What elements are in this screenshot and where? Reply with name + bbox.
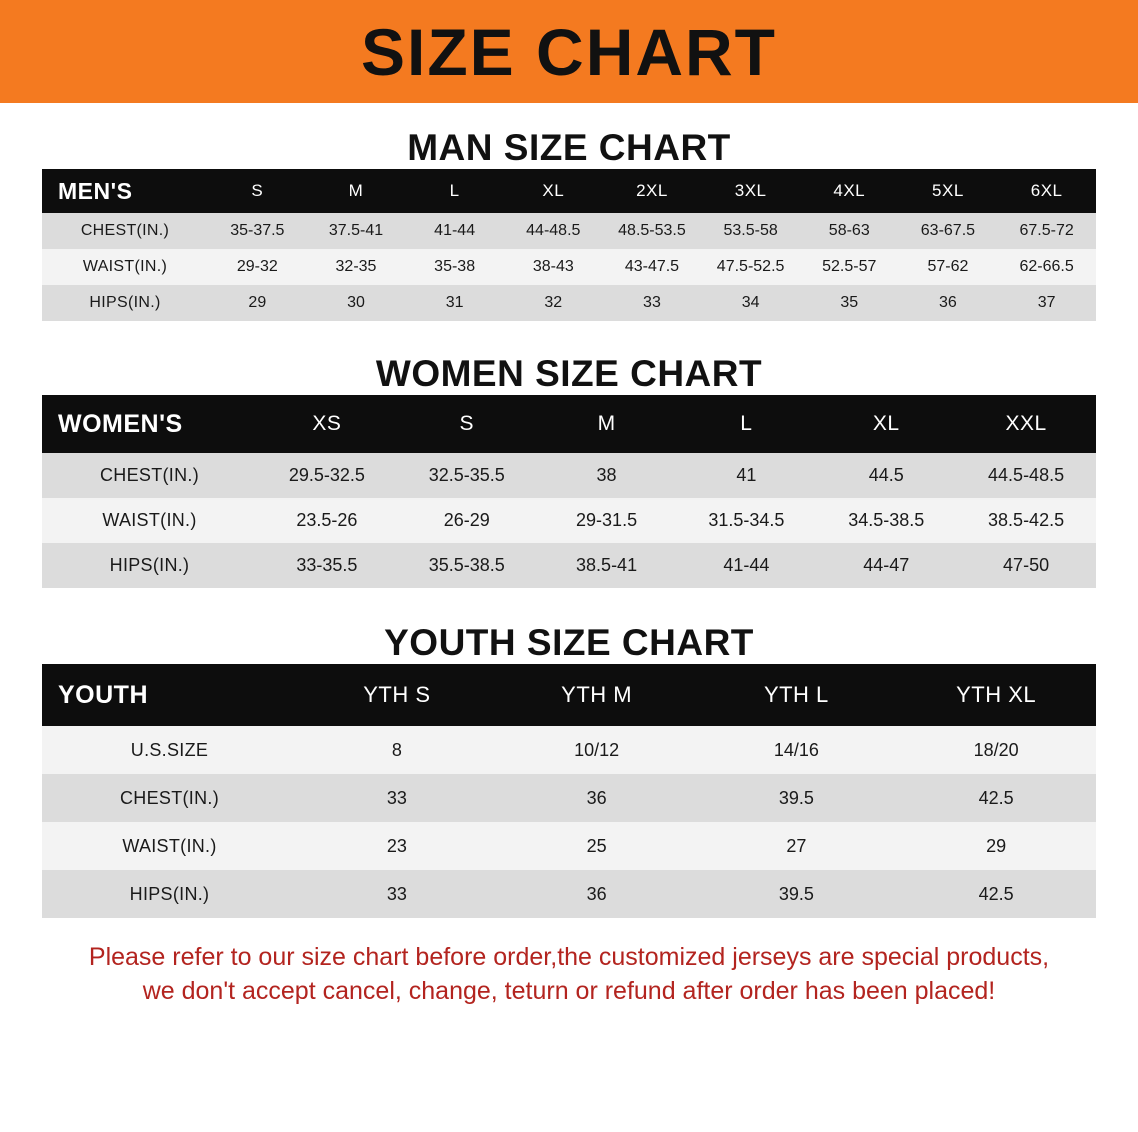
women-chest-xs: 29.5-32.5 <box>257 453 397 498</box>
men-col-1: S <box>251 181 264 200</box>
men-waist-6xl: 62-66.5 <box>997 249 1096 285</box>
youth-chest-m: 36 <box>497 774 697 822</box>
women-hips-m: 38.5-41 <box>537 543 677 588</box>
youth-row-label-waist: WAIST(IN.) <box>42 822 297 870</box>
men-col-7: 4XL <box>833 181 866 200</box>
women-hips-xl: 44-47 <box>816 543 956 588</box>
women-col-5: XL <box>872 412 900 435</box>
table-header-row <box>42 169 1096 213</box>
men-col-6: 3XL <box>734 181 767 200</box>
youth-size-table <box>42 664 1096 918</box>
men-waist-3xl: 47.5-52.5 <box>701 249 800 285</box>
youth-table-header <box>42 664 1096 726</box>
youth-hips-l: 39.5 <box>697 870 897 918</box>
youth-waist-l: 27 <box>697 822 897 870</box>
men-row-label-chest: CHEST(IN.) <box>42 213 208 249</box>
women-col-1: XS <box>312 412 342 435</box>
youth-row-label-hips: HIPS(IN.) <box>42 870 297 918</box>
table-row <box>42 498 1096 543</box>
women-hips-s: 35.5-38.5 <box>397 543 537 588</box>
men-col-4: XL <box>542 181 565 200</box>
men-col-3: L <box>449 181 460 200</box>
men-row-label-waist: WAIST(IN.) <box>42 249 208 285</box>
women-chest-l: 41 <box>676 453 816 498</box>
disclaimer-note <box>0 940 1138 1008</box>
men-col-2: M <box>348 181 364 200</box>
men-chest-4xl: 58-63 <box>800 213 899 249</box>
women-col-3: M <box>597 412 616 435</box>
youth-waist-s: 23 <box>297 822 497 870</box>
men-chest-2xl: 48.5-53.5 <box>603 213 702 249</box>
women-chest-m: 38 <box>537 453 677 498</box>
table-row <box>42 249 1096 285</box>
men-chest-m: 37.5-41 <box>307 213 406 249</box>
women-waist-m: 29-31.5 <box>537 498 677 543</box>
women-waist-s: 26-29 <box>397 498 537 543</box>
women-waist-xl: 34.5-38.5 <box>816 498 956 543</box>
men-waist-m: 32-35 <box>307 249 406 285</box>
youth-waist-m: 25 <box>497 822 697 870</box>
men-col-9: 6XL <box>1030 181 1063 200</box>
men-hips-m: 30 <box>307 285 406 321</box>
youth-table-wrap <box>0 664 1138 918</box>
men-hips-l: 31 <box>405 285 504 321</box>
women-chest-xxl: 44.5-48.5 <box>956 453 1096 498</box>
women-row-label-waist: WAIST(IN.) <box>42 498 257 543</box>
youth-ussize-m: 10/12 <box>497 726 697 774</box>
women-col-6: XXL <box>1005 412 1047 435</box>
men-hips-3xl: 34 <box>701 285 800 321</box>
women-section-title: WOMEN SIZE CHART <box>375 353 763 394</box>
youth-hips-s: 33 <box>297 870 497 918</box>
youth-col-2: YTH M <box>561 682 633 707</box>
men-chest-5xl: 63-67.5 <box>899 213 998 249</box>
table-row <box>42 870 1096 918</box>
men-size-table <box>42 169 1096 321</box>
youth-col-4: YTH XL <box>956 682 1037 707</box>
men-hips-2xl: 33 <box>603 285 702 321</box>
men-waist-4xl: 52.5-57 <box>800 249 899 285</box>
women-chest-xl: 44.5 <box>816 453 956 498</box>
women-hips-l: 41-44 <box>676 543 816 588</box>
women-waist-l: 31.5-34.5 <box>676 498 816 543</box>
disclaimer-line-2: we don't accept cancel, change, teturn or refund after order has been placed! <box>142 977 996 1005</box>
men-chest-xl: 44-48.5 <box>504 213 603 249</box>
women-col-2: S <box>459 412 474 435</box>
men-hips-s: 29 <box>208 285 307 321</box>
women-corner-label: WOMEN'S <box>58 409 183 438</box>
youth-chest-xl: 42.5 <box>896 774 1096 822</box>
men-chest-s: 35-37.5 <box>208 213 307 249</box>
women-waist-xxl: 38.5-42.5 <box>956 498 1096 543</box>
youth-col-1: YTH S <box>363 682 431 707</box>
men-col-5: 2XL <box>636 181 668 200</box>
women-waist-xs: 23.5-26 <box>257 498 397 543</box>
youth-hips-xl: 42.5 <box>896 870 1096 918</box>
table-row <box>42 453 1096 498</box>
women-hips-xs: 33-35.5 <box>257 543 397 588</box>
youth-chest-s: 33 <box>297 774 497 822</box>
table-row <box>42 774 1096 822</box>
youth-corner-label: YOUTH <box>58 680 148 709</box>
men-row-label-hips: HIPS(IN.) <box>42 285 208 321</box>
page-title: SIZE CHART <box>361 14 777 89</box>
women-row-label-chest: CHEST(IN.) <box>42 453 257 498</box>
youth-ussize-l: 14/16 <box>697 726 897 774</box>
men-table-header <box>42 169 1096 213</box>
men-hips-5xl: 36 <box>899 285 998 321</box>
table-row <box>42 285 1096 321</box>
table-header-row <box>42 395 1096 453</box>
men-chest-l: 41-44 <box>405 213 504 249</box>
men-corner-label: MEN'S <box>58 177 133 204</box>
men-chest-3xl: 53.5-58 <box>701 213 800 249</box>
youth-row-label-ussize: U.S.SIZE <box>42 726 297 774</box>
table-row <box>42 822 1096 870</box>
men-waist-xl: 38-43 <box>504 249 603 285</box>
men-waist-l: 35-38 <box>405 249 504 285</box>
women-table-header <box>42 395 1096 453</box>
table-header-row <box>42 664 1096 726</box>
disclaimer-line-1: Please refer to our size chart before order,the customized jerseys are special products, <box>88 943 1050 971</box>
youth-section-title: YOUTH SIZE CHART <box>384 622 754 663</box>
man-table-wrap <box>0 169 1138 321</box>
youth-table-body <box>42 726 1096 918</box>
banner <box>0 0 1138 103</box>
men-table-body <box>42 213 1096 321</box>
youth-hips-m: 36 <box>497 870 697 918</box>
women-chest-s: 32.5-35.5 <box>397 453 537 498</box>
women-row-label-hips: HIPS(IN.) <box>42 543 257 588</box>
men-waist-s: 29-32 <box>208 249 307 285</box>
men-hips-6xl: 37 <box>997 285 1096 321</box>
man-section-title: MAN SIZE CHART <box>407 127 731 168</box>
table-row <box>42 213 1096 249</box>
table-row <box>42 543 1096 588</box>
men-hips-4xl: 35 <box>800 285 899 321</box>
women-table-wrap <box>0 395 1138 588</box>
men-waist-5xl: 57-62 <box>899 249 998 285</box>
women-table-body <box>42 453 1096 588</box>
youth-col-3: YTH L <box>763 682 829 707</box>
men-hips-xl: 32 <box>504 285 603 321</box>
youth-chest-l: 39.5 <box>697 774 897 822</box>
youth-ussize-s: 8 <box>297 726 497 774</box>
women-hips-xxl: 47-50 <box>956 543 1096 588</box>
women-col-4: L <box>740 412 753 435</box>
men-chest-6xl: 67.5-72 <box>997 213 1096 249</box>
youth-row-label-chest: CHEST(IN.) <box>42 774 297 822</box>
men-waist-2xl: 43-47.5 <box>603 249 702 285</box>
women-size-table <box>42 395 1096 588</box>
table-row <box>42 726 1096 774</box>
men-col-8: 5XL <box>932 181 964 200</box>
youth-waist-xl: 29 <box>896 822 1096 870</box>
youth-ussize-xl: 18/20 <box>896 726 1096 774</box>
